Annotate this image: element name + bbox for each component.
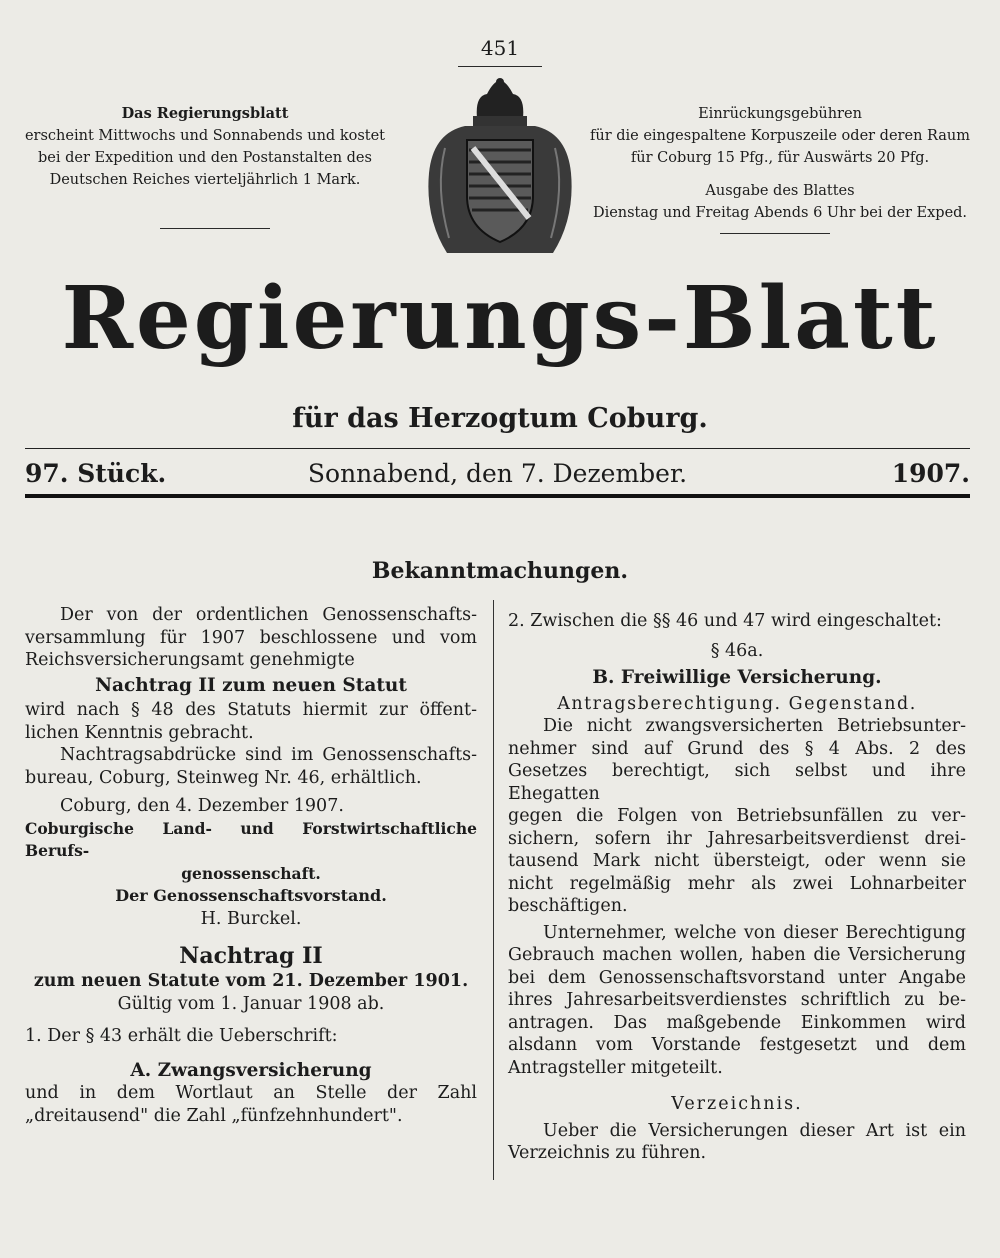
organization-line-1: Coburgische Land- und Forstwirtschaftliche Berufs- [25, 818, 477, 860]
subscription-info [0, 103, 410, 191]
publish-line-1: wird nach § 48 des Statuts hiermit zur öffent- [25, 700, 477, 720]
publication-schedule [580, 180, 980, 224]
schedule-line: Dienstag und Freitag Abends 6 Uhr bei der Exped. [592, 205, 968, 221]
right-header-rule [720, 233, 830, 234]
heading-b: B. Freiwillige Versicherung. [592, 667, 882, 688]
amendment-title: Nachtrag II [179, 943, 323, 969]
para1-line-6: tausend Mark nicht übersteigt, oder wenn sie [508, 851, 966, 871]
para1-line-5: sichern, sofern ihr Jahresarbeitsverdienst drei- [508, 828, 966, 849]
issue-top-rule [25, 448, 970, 449]
fees-line-3: für Coburg 15 Pfg., für Auswärts 20 Pfg. [630, 150, 930, 166]
paragraph-46a: § 46a. [710, 640, 764, 661]
issue-number: 97. Stück. [25, 459, 167, 488]
organization-line-2: genossenschaft. [181, 863, 321, 883]
amendment-announcement: Nachtrag II zum neuen Statut [95, 674, 407, 696]
signature: H. Burckel. [200, 908, 302, 929]
publish-line-2: lichen Kenntnis gebracht. [25, 722, 254, 743]
para3-line-1: Ueber die Versicherungen dieser Art ist ein [543, 1120, 966, 1141]
left-header-rule [160, 228, 270, 229]
page-number-rule [458, 66, 542, 67]
issue-date: Sonnabend, den 7. Dezember. [307, 459, 688, 488]
para2-line-5: antragen. Das maßgebende Einkommen wird [508, 1012, 966, 1033]
coat-of-arms-emblem [425, 78, 575, 260]
para2-line-6: alsdann vom Vorstande festgesetzt und dem [508, 1035, 966, 1055]
schedule-heading: Ausgabe des Blattes [705, 183, 855, 199]
section-heading: Bekanntmachungen. [371, 558, 629, 584]
intro-line-1: Der von der ordentlichen Genossenschafts- [60, 605, 477, 625]
heading-a: A. Zwangsversicherung [130, 1059, 372, 1081]
para1-line-1: Die nicht zwangsversicherten Betriebsunter- [543, 716, 966, 736]
para1-line-3: Gesetzes berechtigt, sich selbst und ihre Ehegatten [508, 761, 966, 804]
subheading-register: Verzeichnis. [671, 1094, 803, 1114]
amendment-subtitle: zum neuen Statute vom 21. Dezember 1901. [33, 971, 469, 991]
subscription-line-2: erscheint Mittwochs und Sonnabends und kostet [24, 128, 386, 144]
intro-line-2: versammlung für 1907 beschlossene und vom [25, 627, 477, 648]
copies-line-1: Nachtragsabdrücke sind im Genossenschafts- [60, 745, 477, 765]
page-number: 451 [480, 36, 520, 60]
right-column [508, 610, 966, 1165]
newspaper-title: Regierungs-Blatt [61, 268, 939, 369]
para2-line-7: Antragsteller mitgeteilt. [508, 1057, 723, 1078]
point-2: 2. Zwischen die §§ 46 und 47 wird eingeschaltet: [508, 611, 942, 631]
board-name: Der Genossenschaftsvorstand. [115, 886, 387, 905]
column-divider [493, 600, 494, 1180]
para2-line-2: Gebrauch machen wollen, haben die Versicherung [508, 945, 966, 965]
copies-line-2: bureau, Coburg, Steinweg Nr. 46, erhältlich. [25, 767, 422, 788]
para3-line-2: Verzeichnis zu führen. [508, 1143, 707, 1163]
issue-year: 1907. [891, 459, 970, 488]
place-date: Coburg, den 4. Dezember 1907. [60, 796, 344, 816]
para2-line-1: Unternehmer, welche von dieser Berechtigung [543, 922, 966, 943]
newspaper-subtitle: für das Herzogtum Coburg. [292, 403, 708, 434]
subscription-line-3: bei der Expedition und den Postanstalten des [38, 150, 372, 166]
subscription-line-4: Deutschen Reiches vierteljährlich 1 Mark. [49, 172, 361, 188]
subheading-eligibility: Antragsberechtigung. Gegenstand. [557, 693, 917, 714]
advertising-fees [580, 103, 980, 169]
para1-line-8: beschäftigen. [508, 896, 628, 916]
para2-line-3: bei dem Genossenschaftsvorstand unter Angabe [508, 967, 966, 988]
issue-bottom-rule [25, 494, 970, 498]
point-1-text-1: und in dem Wortlaut an Stelle der Zahl [25, 1083, 477, 1103]
point-1-text-2: „dreitausend" die Zahl „fünfzehnhundert". [25, 1105, 403, 1126]
para1-line-4: gegen die Folgen von Betriebsunfällen zu ver- [508, 806, 966, 826]
subscription-line-1: Das Regierungsblatt [121, 105, 289, 122]
para1-line-2: nehmer sind auf Grund des § 4 Abs. 2 des [508, 738, 966, 759]
left-column [25, 604, 477, 1127]
fees-heading: Einrückungsgebühren [698, 106, 862, 122]
para1-line-7: nicht regelmäßig mehr als zwei Lohnarbeiter [508, 873, 966, 894]
fees-line-2: für die eingespaltene Korpuszeile oder deren Raum [589, 128, 970, 144]
para2-line-4: ihres Jahresarbeitsverdienstes schriftlich zu be- [508, 990, 966, 1010]
intro-line-3: Reichsversicherungsamt genehmigte [25, 650, 355, 670]
point-1: 1. Der § 43 erhält die Ueberschrift: [25, 1026, 338, 1046]
amendment-validity: Gültig vom 1. Januar 1908 ab. [117, 993, 385, 1014]
